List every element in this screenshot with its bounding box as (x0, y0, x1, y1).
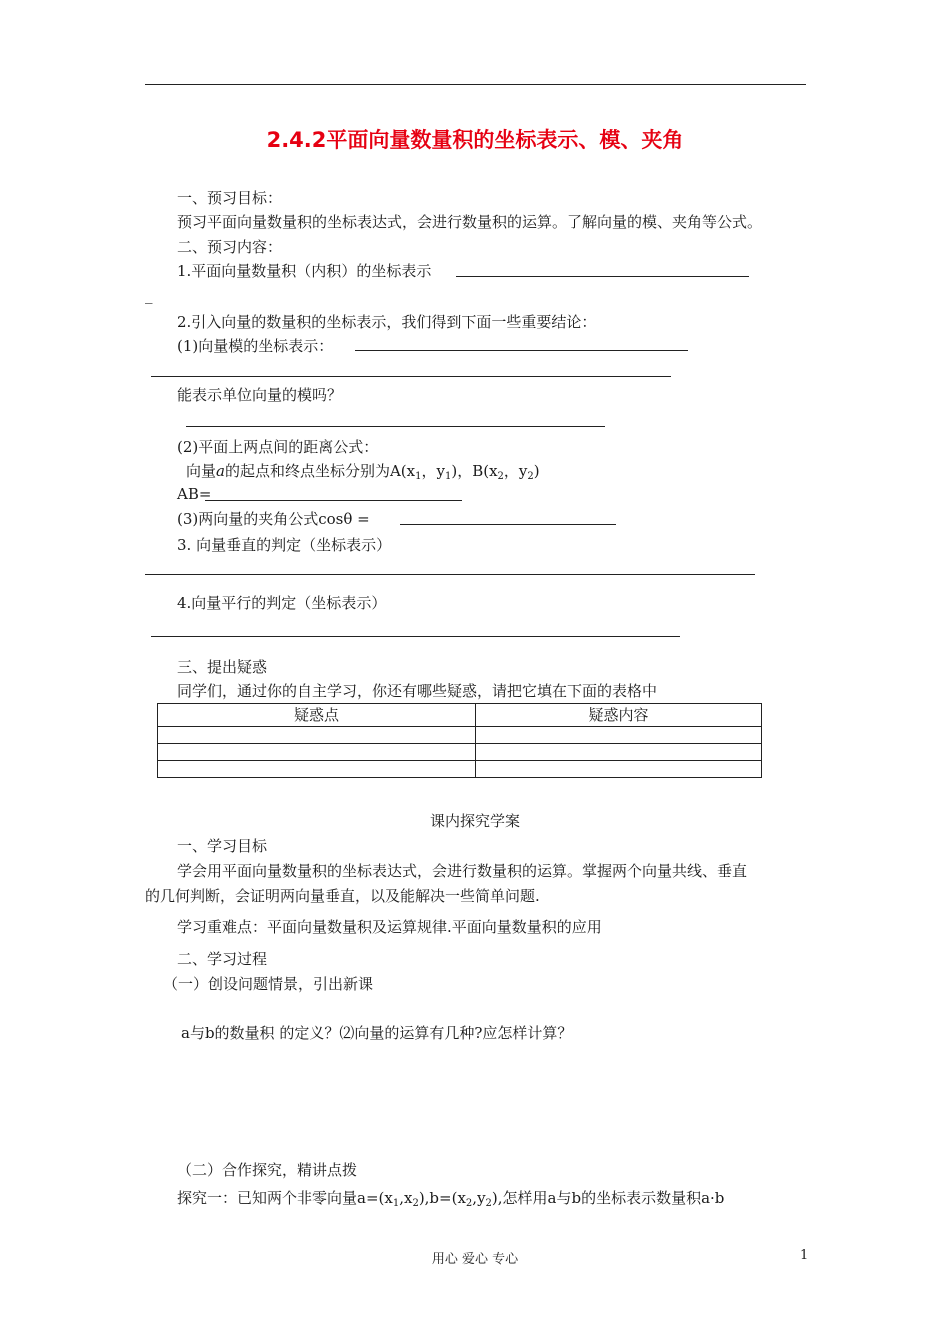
vector-endpoints-text: 向量a的起点和终点坐标分别为$A(x_1$，$y_1$)，$B(x_2$，$y_2$) (186, 462, 540, 482)
item2-1-blank-2 (151, 376, 671, 377)
item1-continuation: _ (145, 286, 153, 304)
table-row (158, 761, 762, 778)
doubts-heading: 三、提出疑惑 (177, 658, 268, 676)
ab-blank (205, 500, 462, 501)
item2-label: 2.引入向量的数量积的坐标表示，我们得到下面一些重要结论： (177, 313, 597, 331)
page-title: 2.4.2平面向量数量积的坐标表示、模、夹角 (266, 128, 684, 152)
header-rule (145, 84, 806, 85)
table-cell[interactable] (158, 744, 476, 761)
table-row (158, 744, 762, 761)
unit-vector-blank (186, 426, 605, 427)
table-cell[interactable] (158, 727, 476, 744)
table-cell[interactable] (476, 727, 762, 744)
table-header-row (158, 704, 762, 727)
table-row (158, 727, 762, 744)
item2-2-label: (2)平面上两点间的距离公式： (177, 438, 379, 456)
table-cell[interactable] (476, 744, 762, 761)
preview-goal-heading: 一、预习目标： (177, 189, 283, 207)
item2-3-label: (3)两向量的夹角公式cosθ = (177, 510, 370, 528)
inclass-goal-text-2: 的几何判断，会证明两向量垂直，以及能解决一些简单问题. (145, 887, 540, 905)
inclass-section-title: 课内探究学案 (429, 812, 520, 830)
item2-1-label: (1)向量模的坐标表示： (177, 337, 334, 355)
item3-label: 3. 向量垂直的判定（坐标表示） (177, 536, 392, 554)
angle-blank (400, 524, 616, 525)
question-text: a与b的数量积 的定义？⑵向量的运算有几种?应怎样计算？ (181, 1024, 573, 1042)
page-number: 1 (800, 1248, 809, 1263)
footer-text: 用心 爱心 专心 (431, 1252, 519, 1267)
table-header-doubt-point: 疑惑点 (158, 704, 476, 727)
table-cell[interactable] (476, 761, 762, 778)
item2-1-blank (355, 350, 688, 351)
inclass-goal-text-1: 学会用平面向量数量积的坐标表达式，会进行数量积的运算。掌握两个向量共线、垂直 (177, 862, 748, 880)
item4-blank (151, 636, 680, 637)
item3-blank (145, 574, 755, 575)
table-cell[interactable] (158, 761, 476, 778)
preview-goal-text: 预习平面向量数量积的坐标表达式，会进行数量积的运算。了解向量的模、夹角等公式。 (177, 213, 763, 231)
preview-content-heading: 二、预习内容： (177, 238, 283, 256)
ab-label: AB= (177, 485, 212, 503)
step2-heading: （二）合作探究，精讲点拨 (177, 1161, 358, 1179)
table-header-doubt-content: 疑惑内容 (476, 704, 762, 727)
doubts-table (157, 703, 762, 778)
doubts-intro: 同学们，通过你的自主学习，你还有哪些疑惑，请把它填在下面的表格中 (177, 682, 658, 700)
step1-heading: （一）创设问题情景，引出新课 (163, 975, 374, 993)
key-points: 学习重难点：平面向量数量积及运算规律.平面向量数量积的应用 (177, 918, 602, 936)
explore1-text: 探究一：已知两个非零向量$a=(x_1,x_2),b=(x_2,y_2)$,怎样用a与b的坐标表示数量积a·b (177, 1189, 725, 1209)
unit-vector-question: 能表示单位向量的模吗？ (177, 386, 343, 404)
item4-label: 4.向量平行的判定（坐标表示） (177, 594, 387, 612)
inclass-goal-heading: 一、学习目标 (177, 837, 268, 855)
item1-label: 1.平面向量数量积（内积）的坐标表示 (177, 262, 432, 280)
process-heading: 二、学习过程 (177, 950, 268, 968)
item1-blank (456, 276, 749, 277)
